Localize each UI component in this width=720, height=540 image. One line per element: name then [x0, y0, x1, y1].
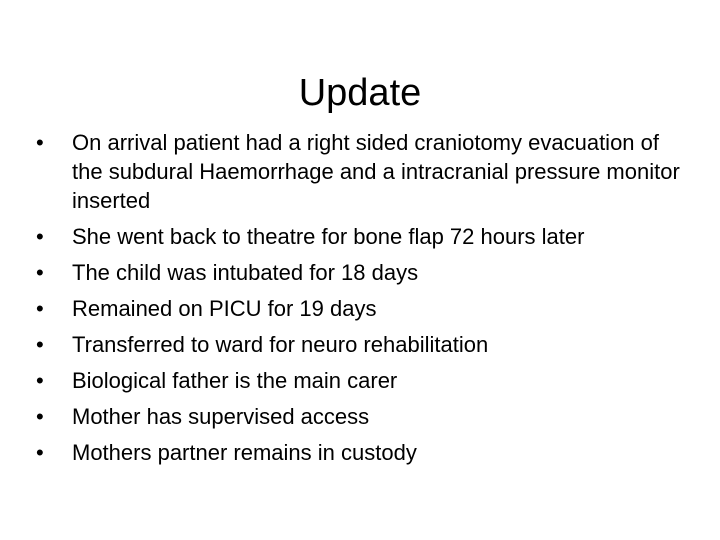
bullet-icon: •: [36, 260, 44, 285]
bullet-icon: •: [36, 332, 44, 357]
bullet-icon: •: [36, 224, 44, 249]
bullet-text: Transferred to ward for neuro rehabilitation: [72, 332, 489, 357]
bullet-text: She went back to theatre for bone flap 72 hours later: [72, 224, 585, 249]
bullet-icon: •: [36, 440, 44, 465]
bullet-text: Mother has supervised access: [72, 404, 370, 429]
bullet-icon: •: [36, 130, 44, 155]
bullet-text: The child was intubated for 18 days: [72, 260, 419, 285]
bullet-item: [36, 366, 686, 395]
bullet-list: [36, 128, 686, 474]
bullet-icon: •: [36, 296, 44, 321]
bullet-icon: •: [36, 404, 44, 429]
bullet-text: Biological father is the main carer: [72, 368, 398, 393]
bullet-item: [36, 128, 686, 215]
bullet-item: [36, 402, 686, 431]
bullet-icon: •: [36, 368, 44, 393]
bullet-item: [36, 330, 686, 359]
bullet-item: [36, 438, 686, 467]
bullet-item: [36, 294, 686, 323]
bullet-item: [36, 222, 686, 251]
slide-title: Update: [298, 72, 422, 115]
bullet-item: [36, 258, 686, 287]
bullet-text: Mothers partner remains in custody: [72, 440, 417, 465]
bullet-text: On arrival patient had a right sided craniotomy evacuation of the subdural Haemorrhage and a intracranial pressure monitor inserted: [72, 130, 680, 213]
bullet-text: Remained on PICU for 19 days: [72, 296, 377, 321]
